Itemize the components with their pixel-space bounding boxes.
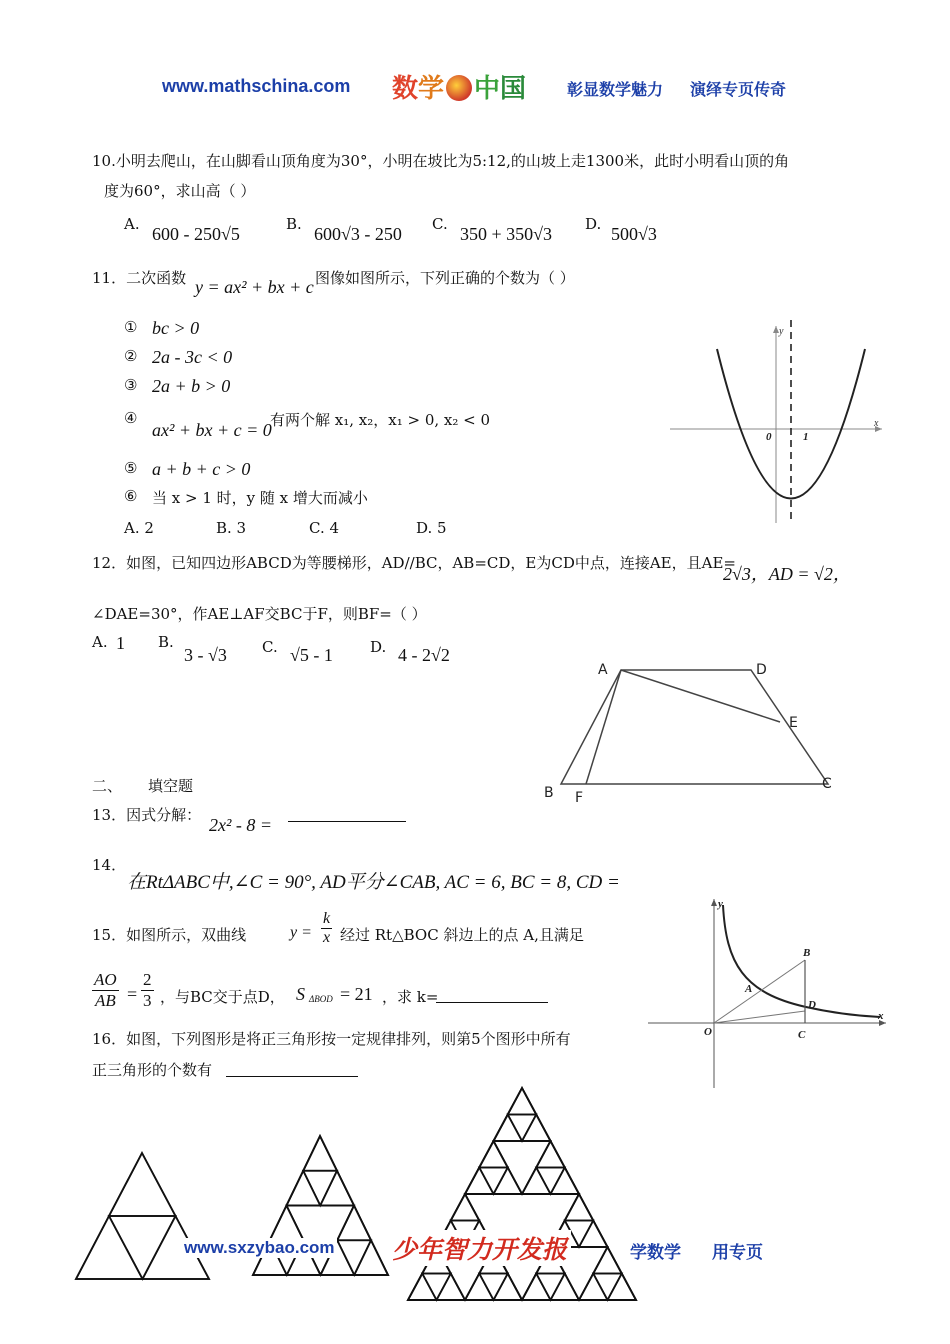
label-c: C (822, 776, 832, 792)
triangle-outline (465, 1168, 494, 1195)
q11-item-6-num: ⑥ (124, 487, 138, 505)
section-2-num: 二、 (92, 777, 123, 795)
triangle-outline (287, 1171, 321, 1206)
q12-option-c-label: C. (262, 638, 278, 656)
triangle-inner (508, 1115, 537, 1142)
triangle-figure-3 (408, 1088, 636, 1300)
q10-option-d-label: D. (585, 215, 602, 233)
triangle-inner (479, 1168, 508, 1195)
y-axis-arrow (711, 899, 717, 906)
triangle-outline (320, 1171, 354, 1206)
q11-item-4-tail: 有两个解 x₁, x₂，x₁ > 0, x₂ < 0 (270, 411, 491, 429)
q11-item-5: a + b + c > 0 (152, 459, 251, 479)
triangle-outline (579, 1274, 608, 1301)
q15-area-sub: ΔBOD (309, 994, 333, 1004)
triangle-outline (465, 1274, 494, 1301)
q11-function: y = ax² + bx + c (195, 277, 314, 297)
q11-text-pre: 11．二次函数 (92, 269, 187, 287)
q11-option-d: D. 5 (416, 519, 447, 537)
label-a: A (745, 983, 753, 995)
q15-ratio-fraction (92, 970, 119, 1011)
q10-text-line2: 度为60°，求山高（ ） (104, 182, 256, 200)
x-label: x (878, 1010, 884, 1022)
triangle-inner (303, 1171, 337, 1206)
triangle-outline (508, 1088, 537, 1115)
q14-num: 14． (92, 856, 127, 874)
label-a: A (598, 662, 608, 678)
footer-brand: 少年智力开发报 (388, 1230, 571, 1266)
q15-text-post: 经过 Rt△BOC 斜边上的点 A,且满足 (340, 926, 584, 944)
q16-answer-blank[interactable] (226, 1075, 358, 1077)
q11-item-2: 2a - 3c < 0 (152, 347, 233, 367)
triangle-outline (522, 1115, 551, 1142)
q10-option-b: 600√3 - 250 (314, 224, 402, 244)
triangle-inner (479, 1274, 508, 1301)
brand-logo (392, 68, 526, 105)
triangle-outline (494, 1115, 523, 1142)
q12-option-c: √5 - 1 (290, 645, 333, 665)
label-d: D (756, 662, 767, 678)
triangle-outline (579, 1221, 608, 1248)
q11-item-4-num: ④ (124, 409, 138, 427)
q16-text-line1: 16．如图，下列图形是将正三角形按一定规律排列，则第5个图形中所有 (92, 1030, 571, 1048)
triangle-inner (109, 1216, 176, 1279)
q12-text-line1: 12．如图，已知四边形ABCD为等腰梯形，AD//BC，AB=CD，E为CD中点，连接AE，且AE= (92, 554, 736, 572)
label-f: F (575, 790, 584, 806)
x-axis-label: x (874, 418, 879, 429)
q11-item-3-num: ③ (124, 376, 138, 394)
triangle-outline (437, 1274, 466, 1301)
q12-text-line2: ∠DAE=30°，作AE⊥AF交BC于F，则BF=（ ） (92, 605, 427, 623)
brand-char-3: 中 (474, 74, 501, 104)
triangle-outline (76, 1216, 143, 1279)
q11-text-post: 图像如图所示，下列正确的个数为（ ） (315, 269, 575, 287)
q15-hyperbola-figure (648, 893, 893, 1093)
y-axis-label: y (779, 326, 784, 337)
triangle-inner (536, 1274, 565, 1301)
triangle-outline (522, 1168, 551, 1195)
triangle-outline (408, 1274, 437, 1301)
footer-url[interactable]: www.sxzybao.com (184, 1238, 335, 1257)
q10-option-c-label: C. (432, 215, 448, 233)
q15-value-den: 3 (143, 991, 152, 1010)
q15-text-mid: ，与BC交于点D， (160, 988, 285, 1006)
q13-expression: 2x² - 8 = (209, 815, 273, 835)
q11-parabola-graph (660, 318, 890, 528)
q15-func-num: k (323, 910, 331, 927)
q15-area-s: S (296, 984, 305, 1004)
triangle-outline (451, 1194, 480, 1221)
triangle-outline (536, 1141, 565, 1168)
tick-1-label: 1 (803, 431, 809, 443)
y-label: y (718, 898, 723, 910)
footer-tag-2: 用专页 (712, 1243, 763, 1262)
q11-item-4: ax² + bx + c = 0 (152, 420, 272, 440)
label-b: B (544, 785, 554, 801)
q10-option-c: 350 + 350√3 (460, 224, 553, 244)
q12-option-b-label: B. (158, 633, 174, 651)
q15-value-num: 2 (143, 970, 152, 989)
triangle-outline (494, 1274, 523, 1301)
brand-char-4: 国 (500, 74, 527, 104)
triangle-outline (551, 1274, 580, 1301)
triangle-outline (303, 1136, 337, 1171)
q15-ratio-den: AB (94, 991, 116, 1010)
q11-item-1-num: ① (124, 318, 138, 336)
label-e: E (789, 715, 798, 731)
q12-option-b: 3 - √3 (184, 645, 227, 665)
q11-item-3: 2a + b > 0 (152, 376, 231, 396)
q11-option-b: B. 3 (216, 519, 247, 537)
label-d: D (808, 999, 816, 1011)
q10-text-line1: 10.小明去爬山，在山脚看山顶角度为30°，小明在坡比为5:12,的山坡上走1300米，此时小明看山顶的角 (92, 152, 790, 170)
q12-option-d-label: D. (370, 638, 387, 656)
globe-icon (446, 75, 472, 101)
triangle-outline (551, 1168, 580, 1195)
brand-char-1: 数 (392, 74, 419, 104)
triangle-inner (536, 1168, 565, 1195)
triangle-inner (337, 1240, 371, 1275)
q15-area-value: = 21 (340, 984, 373, 1004)
label-o: O (704, 1026, 712, 1038)
q12-option-a-label: A. (92, 633, 108, 651)
triangle-outline (608, 1274, 637, 1301)
q11-option-a: A. 2 (124, 519, 154, 537)
q10-option-d: 500√3 (611, 224, 657, 244)
q11-item-2-num: ② (124, 347, 138, 365)
q10-option-a: 600 - 250√5 (152, 224, 240, 244)
q15-ratio-eq: = (127, 984, 138, 1004)
triangle-outline (270, 1206, 304, 1241)
q12-option-a: 1 (116, 633, 125, 653)
q11-item-5-num: ⑤ (124, 459, 138, 477)
triangle-inner (422, 1274, 451, 1301)
triangle-inner (593, 1274, 622, 1301)
q10-option-a-label: A. (124, 215, 140, 233)
q11-item-1: bc > 0 (152, 318, 200, 338)
triangle-outline (565, 1194, 594, 1221)
q13-text: 13．因式分解： (92, 806, 202, 824)
q14-expression: 在RtΔABC中,∠C = 90°, AD平分∠CAB, AC = 6, BC = 8, CD = (127, 872, 620, 893)
trapezoid-abcd (561, 670, 828, 784)
q16-text-line2: 正三角形的个数有 (92, 1061, 213, 1079)
section-2-title: 填空题 (148, 777, 194, 795)
header-slogan-2: 演绎专页传奇 (690, 82, 787, 99)
q15-func-fraction (321, 910, 332, 947)
triangle-outline (494, 1168, 523, 1195)
q12-option-d: 4 - 2√2 (398, 645, 450, 665)
q15-value-fraction (141, 970, 154, 1011)
brand-char-2: 学 (418, 74, 445, 104)
triangle-outline (522, 1274, 551, 1301)
label-b: B (803, 947, 811, 959)
q10-option-b-label: B. (286, 215, 302, 233)
q15-text-pre: 15．如图所示，双曲线 (92, 926, 247, 944)
segment-ob (714, 960, 805, 1023)
triangle-figure-1 (76, 1153, 209, 1279)
q15-func-den: x (323, 929, 331, 946)
q15-answer-blank[interactable] (436, 1001, 548, 1003)
label-c: C (798, 1029, 806, 1041)
q11-item-6: 当 x > 1 时，y 随 x 增大而减小 (152, 489, 368, 507)
triangle-outline (479, 1141, 508, 1168)
triangle-outline (354, 1240, 388, 1275)
q15-ratio-num: AO (94, 970, 117, 989)
triangle-outline (593, 1247, 622, 1274)
q16-triangle-figures (0, 1080, 950, 1330)
segment-od (714, 1011, 805, 1023)
header-url[interactable]: www.mathschina.com (162, 76, 351, 96)
q12-trapezoid-figure (530, 650, 850, 810)
q12-ae-ad-values: 2√3，AD = √2， (723, 564, 851, 584)
q11-option-c: C. 4 (309, 519, 340, 537)
q15-func-y: y = (290, 924, 312, 941)
footer-tag-1: 学数学 (630, 1243, 681, 1262)
origin-label: 0 (766, 431, 772, 443)
header-slogan-1: 彰显数学魅力 (567, 82, 664, 99)
triangle-outline (109, 1153, 176, 1216)
q13-answer-blank[interactable] (288, 820, 406, 822)
q15-text-post2: ，求 k= (382, 988, 439, 1006)
triangle-outline (337, 1206, 371, 1241)
